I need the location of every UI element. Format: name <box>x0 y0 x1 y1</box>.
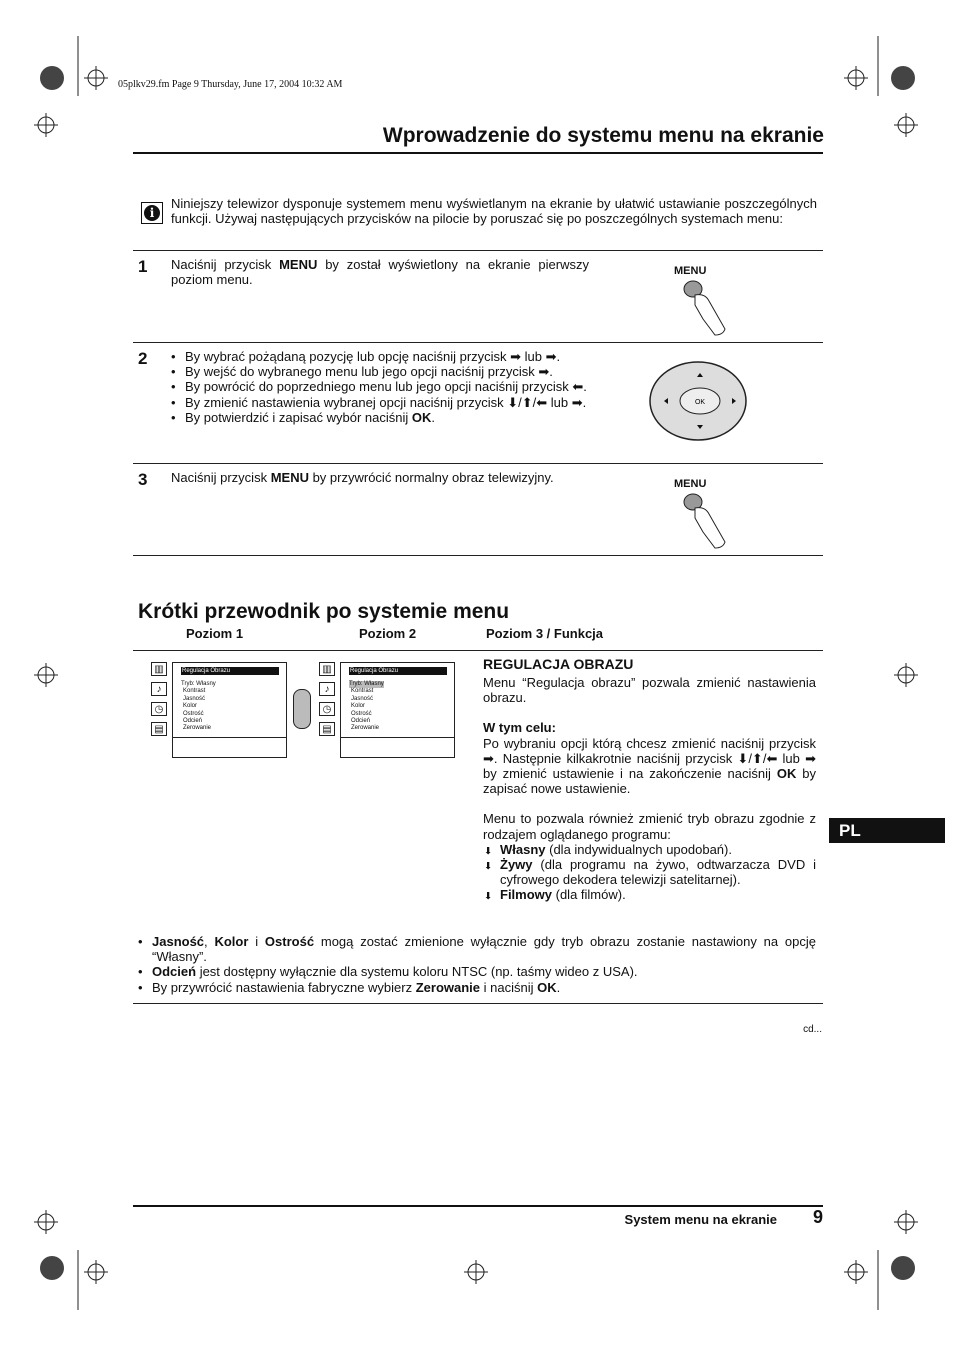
sound-icon: ♪ <box>319 682 335 696</box>
list-item: ➡ Filmowy (dla filmów). <box>483 887 816 902</box>
list-item: • Odcień jest dostępny wyłącznie dla systemu koloru NTSC (np. taśmy wideo z USA). <box>138 964 816 979</box>
list-item: • By potwierdzić i zapisać wybór naciśnij OK. <box>171 410 589 425</box>
list-item: ➡ Żywy (dla programu na żywo, odtwarzacza DVD i cyfrowego dekodera telewizji satelitarnej). <box>483 857 816 887</box>
level2-menu-screen: Regulacja Obrazu Tryb: Własny Kontrast Jasność Kolor Ostrość Odcień Zerowanie <box>340 662 455 758</box>
list-item: • By powrócić do poprzedniego menu lub jego opcji naciśnij przycisk ⬅. <box>171 379 589 394</box>
menu-button-hand-icon <box>680 278 735 338</box>
list-item: ➡ Własny (dla indywidualnych upodobań). <box>483 842 816 857</box>
timer-icon: ◷ <box>319 702 335 716</box>
step3-text: Naciśnij przycisk MENU by przywrócić normalny obraz telewizyjny. <box>171 470 554 485</box>
function-text: Menu “Regulacja obrazu” pozwala zmienić nastawienia obrazu. W tym celu: Po wybraniu opcji którą chcesz zmienić naciśnij przycisk ➡. Następnie kilkakrotnie naciśnij przycisk ⬇/⬆/⬅ lub ➡ by zmienić ustawienie i na zakończenie naciśnij OK by zapisać nowe ustawienie. Menu to pozwala również zmienić tryb obrazu zgodnie z rodzajem oglądanego programu: ➡ Własny (dla indywidualnych upodobań). ➡ Żywy (dla programu na żywo, odtwarzacza DVD i cyfrowego dekodera telewizji satelitarnej). ➡ Filmowy (dla filmów). <box>483 675 816 903</box>
step1-text: Naciśnij przycisk MENU by został wyświetlony na ekranie pierwszy poziom menu. <box>171 257 589 288</box>
level1-menu-screen: Regulacja Obrazu Tryb: Własny Kontrast Jasność Kolor Ostrość Odcień Zerowanie <box>172 662 287 758</box>
footer-label: System menu na ekranie <box>624 1212 777 1227</box>
column-header: Poziom 1 <box>186 626 244 641</box>
picture-icon: ▥ <box>319 662 335 676</box>
menu-icons <box>319 662 335 742</box>
step-number: 3 <box>138 470 148 489</box>
notes-list <box>138 934 816 995</box>
navigation-pad-icon <box>648 360 748 442</box>
language-tab: PL <box>829 818 945 843</box>
list-item: • By wejść do wybranego menu lub jego opcji naciśnij przycisk ➡. <box>171 364 589 379</box>
sound-icon: ♪ <box>151 682 167 696</box>
section-title: Krótki przewodnik po systemie menu <box>138 600 510 623</box>
step-number: 2 <box>138 349 148 368</box>
page-number: 9 <box>812 1207 823 1227</box>
list-item: • Jasność, Kolor i Ostrość mogą zostać zmienione wyłącznie gdy tryb obrazu zostanie nastawiony na opcję “Własny”. <box>138 934 816 964</box>
list-item: • By wybrać pożądaną pozycję lub opcję naciśnij przycisk ➡ lub ➡. <box>171 349 589 364</box>
menu-button-hand-icon <box>680 491 735 551</box>
svg-text:OK: OK <box>694 399 706 406</box>
menu-button-label: MENU <box>674 265 707 277</box>
picture-icon: ▥ <box>151 662 167 676</box>
list-item: • By przywrócić nastawienia fabryczne wybierz Zerowanie i naciśnij OK. <box>138 980 816 995</box>
setup-icon: ▤ <box>319 722 335 736</box>
section-title: Wprowadzenie do systemu menu na ekranie <box>382 124 824 147</box>
timer-icon: ◷ <box>151 702 167 716</box>
function-title: REGULACJA OBRAZU <box>483 656 634 672</box>
column-header: Poziom 3 / Funkcja <box>486 626 604 641</box>
list-item: • By zmienić nastawienia wybranej opcji naciśnij przycisk ⬇/⬆/⬅ lub ➡. <box>171 395 589 410</box>
step-number: 1 <box>138 257 148 276</box>
file-info: 05plkv29.fm Page 9 Thursday, June 17, 2004 10:32 AM <box>118 79 343 90</box>
step2-list <box>171 349 589 425</box>
arrow-right-icon <box>293 689 311 729</box>
menu-icons <box>151 662 167 742</box>
continued-label: cd... <box>803 1024 822 1035</box>
info-icon: i <box>141 202 163 224</box>
column-header: Poziom 2 <box>359 626 417 641</box>
intro-text: Niniejszy telewizor dysponuje systemem menu wyświetlanym na ekranie by ułatwić ustawianie poszczególnych funkcji. Używaj następujących przycisków na pilocie by poruszać się po poszczególnych systemach menu: <box>171 196 817 227</box>
setup-icon: ▤ <box>151 722 167 736</box>
menu-button-label: MENU <box>674 478 707 490</box>
